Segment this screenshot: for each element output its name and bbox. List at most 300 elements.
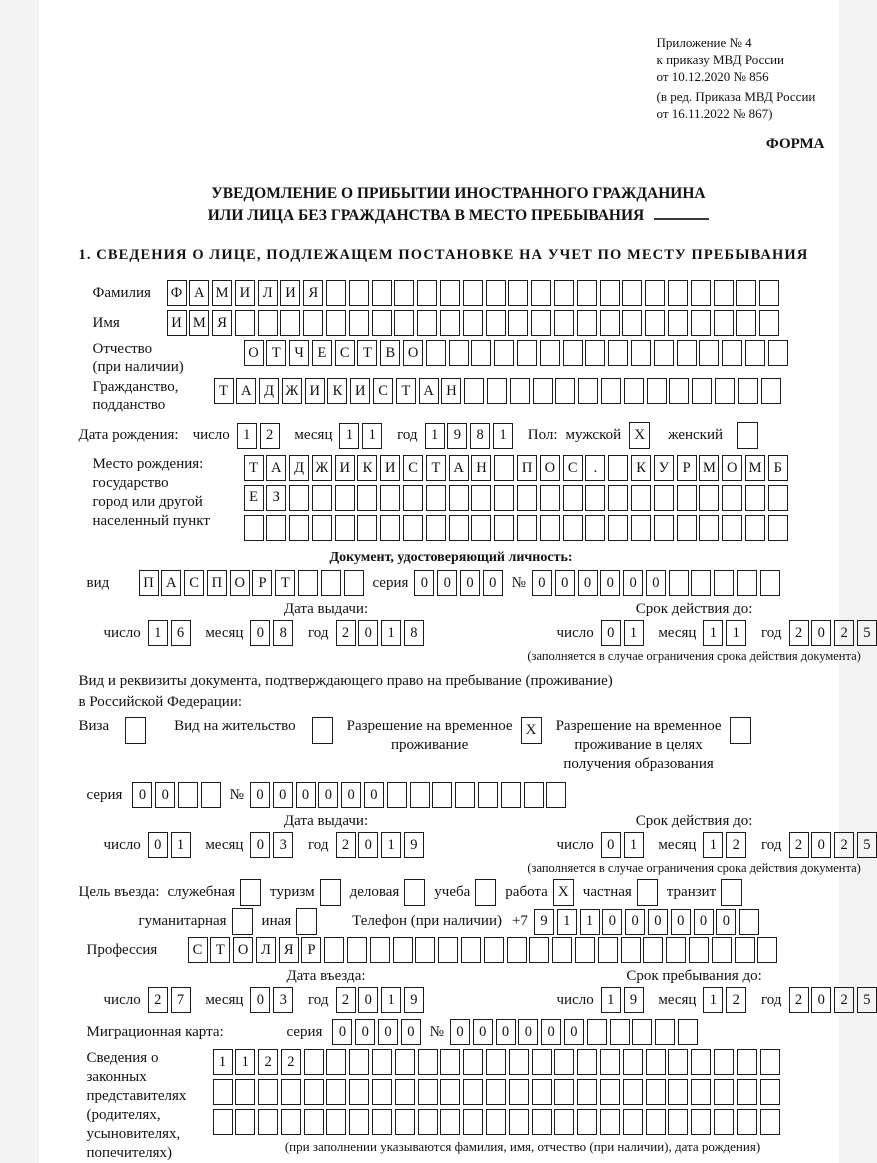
form-cell bbox=[643, 937, 663, 963]
form-cell bbox=[449, 515, 469, 541]
form-cell: 0 bbox=[318, 782, 338, 808]
option-label: иная bbox=[261, 913, 292, 930]
sex-male-checkbox: X bbox=[629, 422, 650, 449]
date-year-cells bbox=[789, 987, 877, 1013]
form-cell: 0 bbox=[541, 1019, 561, 1045]
representatives-label-line6: попечителях) bbox=[86, 1145, 173, 1162]
form-cell: 1 bbox=[726, 620, 746, 646]
doc-number-label: № bbox=[511, 574, 526, 591]
date-year-cells bbox=[789, 832, 877, 858]
form-cell: Л bbox=[256, 937, 276, 963]
form-cell bbox=[440, 1079, 460, 1105]
form-cell bbox=[646, 1049, 666, 1075]
appendix-note-line: (в ред. Приказа МВД России bbox=[656, 89, 816, 104]
form-cell bbox=[244, 515, 264, 541]
form-cell bbox=[418, 1109, 438, 1135]
form-cell bbox=[335, 485, 355, 511]
form-cell: Т bbox=[275, 570, 295, 596]
representatives-block bbox=[79, 1049, 839, 1163]
form-cell bbox=[712, 937, 732, 963]
form-cell bbox=[722, 515, 742, 541]
form-cell: С bbox=[335, 340, 355, 366]
form-cell: 0 bbox=[496, 1019, 516, 1045]
form-cell bbox=[691, 1079, 711, 1105]
form-cell bbox=[304, 1079, 324, 1105]
form-cell bbox=[668, 1109, 688, 1135]
representatives-label-line4: (родителях, bbox=[86, 1107, 161, 1124]
date-day-label: число bbox=[556, 836, 594, 853]
form-cell bbox=[624, 378, 644, 404]
entry-purpose-option-2 bbox=[350, 879, 426, 906]
form-cell bbox=[691, 1049, 711, 1075]
form-cell: 1 bbox=[493, 423, 513, 449]
form-cell bbox=[418, 1079, 438, 1105]
form-cell bbox=[540, 515, 560, 541]
form-cell: О bbox=[403, 340, 423, 366]
form-cell: П bbox=[139, 570, 159, 596]
visa-label: Виза bbox=[78, 718, 110, 735]
doc-series-cells bbox=[414, 570, 505, 596]
form-cell: Ф bbox=[167, 280, 187, 306]
form-cell bbox=[471, 515, 491, 541]
form-cell bbox=[745, 340, 765, 366]
patronymic-label bbox=[79, 340, 244, 376]
date-month-label: месяц bbox=[658, 624, 697, 641]
representatives-label-line3: представителях bbox=[86, 1088, 187, 1105]
form-cell bbox=[678, 1019, 698, 1045]
form-cell bbox=[563, 340, 583, 366]
form-cell bbox=[449, 340, 469, 366]
appendix-note-line: от 16.11.2022 № 867) bbox=[656, 106, 773, 121]
form-cell: Б bbox=[768, 455, 788, 481]
entry-purpose-option-1 bbox=[270, 879, 341, 906]
form-cell bbox=[714, 1049, 734, 1075]
doc-issue-col bbox=[79, 600, 509, 646]
form-cell bbox=[532, 1109, 552, 1135]
form-cell bbox=[531, 280, 551, 306]
form-cell bbox=[760, 1109, 780, 1135]
form-cell bbox=[349, 1049, 369, 1075]
residence-valid-note: (заполняется в случае ограничения срока действия документа) bbox=[527, 861, 861, 876]
form-cell bbox=[737, 570, 757, 596]
form-cell: С bbox=[188, 937, 208, 963]
migration-card-label: Миграционная карта: bbox=[86, 1023, 224, 1040]
date-day-cells bbox=[148, 987, 194, 1013]
doc-valid-heading: Срок действия до: bbox=[635, 601, 753, 618]
form-cell bbox=[517, 485, 537, 511]
residence-series-cells bbox=[132, 782, 223, 808]
form-cell bbox=[631, 515, 651, 541]
form-cell bbox=[321, 570, 341, 596]
form-cell bbox=[608, 515, 628, 541]
entry-purpose-option-5 bbox=[583, 879, 658, 906]
date-day-cells bbox=[237, 423, 283, 449]
form-cell: 0 bbox=[555, 570, 575, 596]
form-cell: Е bbox=[244, 485, 264, 511]
form-cell bbox=[745, 485, 765, 511]
form-cell bbox=[326, 310, 346, 336]
form-cell: Ж bbox=[312, 455, 332, 481]
representatives-row2 bbox=[213, 1079, 833, 1105]
form-cell: 8 bbox=[404, 620, 424, 646]
form-cell: 0 bbox=[460, 570, 480, 596]
form-cell bbox=[403, 515, 423, 541]
form-cell: О bbox=[540, 455, 560, 481]
patronymic-row bbox=[79, 340, 839, 376]
form-cell: 1 bbox=[148, 620, 168, 646]
stay-until-heading: Срок пребывания до: bbox=[626, 968, 762, 985]
form-cell: 2 bbox=[789, 987, 809, 1013]
form-cell: 1 bbox=[624, 832, 644, 858]
option-checkbox bbox=[320, 879, 341, 906]
entry-date-col bbox=[79, 967, 509, 1013]
form-cell bbox=[554, 310, 574, 336]
form-cell: 0 bbox=[358, 832, 378, 858]
form-cell bbox=[370, 937, 390, 963]
form-cell bbox=[532, 1079, 552, 1105]
date-month-label: месяц bbox=[205, 624, 244, 641]
birth-place-labels bbox=[79, 455, 244, 531]
form-cell bbox=[509, 1079, 529, 1105]
representatives-cells bbox=[213, 1049, 833, 1155]
doc-series-label: серия bbox=[372, 574, 409, 591]
form-cell: Д bbox=[259, 378, 279, 404]
form-title bbox=[79, 183, 839, 227]
form-cell: 0 bbox=[578, 570, 598, 596]
form-cell: 2 bbox=[789, 832, 809, 858]
form-cell bbox=[563, 515, 583, 541]
surname-label: Фамилия bbox=[92, 284, 151, 301]
form-cell bbox=[714, 1109, 734, 1135]
form-cell bbox=[760, 570, 780, 596]
temp-residence-edu-line1: Разрешение на временное bbox=[555, 718, 722, 735]
doc-issue-date bbox=[104, 620, 509, 646]
form-cell bbox=[554, 280, 574, 306]
representatives-label-line2: законных bbox=[86, 1069, 147, 1086]
form-cell bbox=[464, 378, 484, 404]
form-cell: Я bbox=[212, 310, 232, 336]
form-cell: 9 bbox=[447, 423, 467, 449]
section1-heading: 1. СВЕДЕНИЯ О ЛИЦЕ, ПОДЛЕЖАЩЕМ ПОСТАНОВКЕ НА УЧЕТ ПО МЕСТУ ПРЕБЫВАНИЯ bbox=[78, 247, 809, 263]
date-day-label: число bbox=[103, 991, 141, 1008]
form-cell: А bbox=[449, 455, 469, 481]
residence-valid-col bbox=[509, 812, 877, 877]
form-cell bbox=[178, 782, 198, 808]
form-cell: В bbox=[380, 340, 400, 366]
form-cell bbox=[623, 1079, 643, 1105]
form-cell bbox=[344, 570, 364, 596]
entry-purpose-option-6 bbox=[667, 879, 742, 906]
form-cell bbox=[555, 378, 575, 404]
form-cell bbox=[623, 1049, 643, 1075]
form-cell: 0 bbox=[250, 782, 270, 808]
form-cell: 0 bbox=[623, 570, 643, 596]
form-cell: Е bbox=[312, 340, 332, 366]
form-cell bbox=[347, 937, 367, 963]
form-cell bbox=[517, 515, 537, 541]
birth-date-label: Дата рождения: bbox=[78, 427, 179, 443]
purpose-options2 bbox=[139, 908, 327, 935]
form-cell: 5 bbox=[857, 832, 877, 858]
form-cell bbox=[380, 485, 400, 511]
form-cell bbox=[759, 280, 779, 306]
form-cell bbox=[326, 1109, 346, 1135]
form-cell bbox=[745, 515, 765, 541]
residence-valid-heading: Срок действия до: bbox=[635, 813, 753, 830]
date-year-cells bbox=[336, 832, 427, 858]
form-cell bbox=[426, 340, 446, 366]
form-cell bbox=[768, 485, 788, 511]
option-label: частная bbox=[582, 884, 632, 901]
residence-intro-line1: Вид и реквизиты документа, подтверждающего право на пребывание (проживание) bbox=[78, 673, 613, 690]
date-month-label: месяц bbox=[294, 427, 333, 443]
form-cell: 0 bbox=[250, 832, 270, 858]
stay-until-date-group bbox=[509, 987, 877, 1013]
form-cell bbox=[714, 280, 734, 306]
form-cell: П bbox=[517, 455, 537, 481]
form-cell: 2 bbox=[726, 832, 746, 858]
form-cell: 0 bbox=[532, 570, 552, 596]
form-cell bbox=[312, 515, 332, 541]
form-cell bbox=[235, 310, 255, 336]
representatives-labels bbox=[79, 1049, 213, 1163]
form-cell: 1 bbox=[580, 909, 600, 935]
form-cell: 0 bbox=[602, 909, 622, 935]
birth-place-label-line4: населенный пункт bbox=[92, 513, 210, 529]
form-cell bbox=[471, 340, 491, 366]
citizenship-label-line1: Гражданство, bbox=[92, 379, 179, 395]
form-cell bbox=[486, 1079, 506, 1105]
form-cell: 0 bbox=[648, 909, 668, 935]
citizenship-row bbox=[79, 378, 839, 414]
form-cell: 0 bbox=[401, 1019, 421, 1045]
form-cell: 5 bbox=[857, 987, 877, 1013]
date-month-cells bbox=[250, 832, 296, 858]
form-cell bbox=[372, 1049, 392, 1075]
form-cell bbox=[289, 485, 309, 511]
residence-number-cells bbox=[250, 782, 569, 808]
form-cell bbox=[438, 937, 458, 963]
form-cell bbox=[735, 937, 755, 963]
form-cell: . bbox=[585, 455, 605, 481]
form-cell: 0 bbox=[601, 620, 621, 646]
form-cell bbox=[417, 310, 437, 336]
form-cell: К bbox=[631, 455, 651, 481]
form-cell: 0 bbox=[564, 1019, 584, 1045]
form-cell: 0 bbox=[155, 782, 175, 808]
form-cell: М bbox=[212, 280, 232, 306]
form-cell bbox=[631, 485, 651, 511]
form-cell bbox=[486, 310, 506, 336]
form-cell bbox=[631, 340, 651, 366]
visa-checkbox bbox=[125, 717, 146, 744]
given-name-label: Имя bbox=[92, 314, 120, 331]
form-cell: 2 bbox=[726, 987, 746, 1013]
form-cell: М bbox=[745, 455, 765, 481]
form-cell bbox=[417, 280, 437, 306]
form-cell: 0 bbox=[671, 909, 691, 935]
residence-issue-heading: Дата выдачи: bbox=[283, 813, 369, 830]
date-month-cells bbox=[703, 832, 749, 858]
profession-cells bbox=[188, 937, 781, 963]
form-cell bbox=[440, 280, 460, 306]
form-cell: Т bbox=[210, 937, 230, 963]
form-cell: М bbox=[189, 310, 209, 336]
form-cell: Р bbox=[301, 937, 321, 963]
form-cell bbox=[714, 570, 734, 596]
migration-series-label: серия bbox=[286, 1023, 323, 1040]
form-cell bbox=[722, 340, 742, 366]
form-cell: 1 bbox=[601, 987, 621, 1013]
form-cell bbox=[494, 515, 514, 541]
date-day-cells bbox=[601, 987, 647, 1013]
identity-doc-heading: Документ, удостоверяющий личность: bbox=[329, 550, 573, 566]
form-cell: 7 bbox=[171, 987, 191, 1013]
form-cell: И bbox=[235, 280, 255, 306]
form-cell bbox=[509, 1049, 529, 1075]
form-cell: Н bbox=[471, 455, 491, 481]
form-title-line2-wrap bbox=[79, 205, 839, 227]
form-cell: С bbox=[563, 455, 583, 481]
form-title-line1: УВЕДОМЛЕНИЕ О ПРИБЫТИИ ИНОСТРАННОГО ГРАЖДАНИНА bbox=[211, 185, 706, 202]
form-cell: 0 bbox=[273, 782, 293, 808]
form-cell bbox=[463, 1109, 483, 1135]
form-cell bbox=[610, 1019, 630, 1045]
identity-doc-row bbox=[79, 570, 839, 596]
form-cell bbox=[632, 1019, 652, 1045]
form-cell: К bbox=[357, 455, 377, 481]
form-cell: А bbox=[161, 570, 181, 596]
date-month-label: месяц bbox=[205, 991, 244, 1008]
doc-number-cells bbox=[532, 570, 783, 596]
form-cell: З bbox=[266, 485, 286, 511]
form-cell: И bbox=[167, 310, 187, 336]
doc-issue-heading: Дата выдачи: bbox=[283, 601, 369, 618]
option-label: деловая bbox=[349, 884, 400, 901]
form-cell bbox=[757, 937, 777, 963]
citizenship-label bbox=[79, 378, 214, 414]
form-cell bbox=[668, 1049, 688, 1075]
date-day-cells bbox=[601, 832, 647, 858]
form-cell bbox=[600, 280, 620, 306]
form-cell: А bbox=[266, 455, 286, 481]
representatives-row3 bbox=[213, 1109, 833, 1135]
option-checkbox bbox=[721, 879, 742, 906]
form-cell: О bbox=[230, 570, 250, 596]
profession-row bbox=[79, 937, 839, 963]
migration-number-cells bbox=[450, 1019, 701, 1045]
form-cell bbox=[372, 1079, 392, 1105]
form-cell: 0 bbox=[148, 832, 168, 858]
representatives-note: (при заполнении указываются фамилия, имя, отчество (при наличии), дата рождения) bbox=[284, 1138, 761, 1154]
patronymic-label-line1: Отчество bbox=[92, 341, 153, 357]
form-cell: С bbox=[403, 455, 423, 481]
birth-place-label-line2: государство bbox=[92, 475, 169, 491]
option-label: транзит bbox=[666, 884, 717, 901]
form-cell bbox=[760, 1049, 780, 1075]
form-cell: 1 bbox=[381, 832, 401, 858]
form-cell bbox=[669, 570, 689, 596]
temp-residence-label bbox=[347, 717, 513, 755]
form-cell bbox=[357, 515, 377, 541]
form-cell bbox=[737, 1049, 757, 1075]
sex-label: Пол: bbox=[527, 427, 558, 443]
date-year-label: год bbox=[308, 624, 329, 641]
form-cell: Я bbox=[303, 280, 323, 306]
form-cell bbox=[281, 1079, 301, 1105]
entry-date-heading: Дата въезда: bbox=[286, 968, 366, 985]
entry-purpose-option-1 bbox=[262, 908, 318, 935]
form-cell bbox=[552, 937, 572, 963]
form-cell bbox=[463, 1049, 483, 1075]
migration-card-row bbox=[79, 1019, 839, 1045]
form-cell: 1 bbox=[703, 620, 723, 646]
form-cell bbox=[554, 1079, 574, 1105]
form-cell: 2 bbox=[148, 987, 168, 1013]
stay-until-col bbox=[509, 967, 877, 1013]
option-checkbox bbox=[404, 879, 425, 906]
form-cell bbox=[714, 1079, 734, 1105]
form-cell bbox=[608, 485, 628, 511]
appendix-line: к приказу МВД России bbox=[656, 52, 785, 67]
form-cell: 2 bbox=[834, 987, 854, 1013]
form-cell bbox=[426, 485, 446, 511]
form-cell bbox=[622, 280, 642, 306]
form-cell bbox=[349, 310, 369, 336]
temp-residence-edu-line3: получения образования bbox=[563, 756, 714, 773]
forma-label: ФОРМА bbox=[765, 136, 825, 152]
form-cell bbox=[578, 378, 598, 404]
option-checkbox bbox=[296, 908, 317, 935]
form-cell bbox=[645, 280, 665, 306]
form-cell bbox=[494, 340, 514, 366]
date-day-label: число bbox=[556, 624, 594, 641]
form-cell bbox=[509, 1109, 529, 1135]
form-cell: Т bbox=[396, 378, 416, 404]
form-cell: Я bbox=[279, 937, 299, 963]
entry-purpose-option-4 bbox=[505, 879, 574, 906]
form-cell bbox=[739, 909, 759, 935]
residence-permit-label: Вид на жительство bbox=[174, 718, 296, 735]
form-cell bbox=[722, 485, 742, 511]
date-month-cells bbox=[250, 987, 296, 1013]
form-cell: О bbox=[233, 937, 253, 963]
date-year-label: год bbox=[761, 991, 782, 1008]
patronymic-cells bbox=[244, 340, 791, 366]
form-cell: Л bbox=[258, 280, 278, 306]
representatives-label-line1: Сведения о bbox=[86, 1050, 159, 1067]
purpose-label: Цель въезда: bbox=[78, 884, 160, 901]
form-cell: 0 bbox=[358, 987, 378, 1013]
form-cell: И bbox=[350, 378, 370, 404]
form-cell bbox=[494, 485, 514, 511]
form-cell bbox=[529, 937, 549, 963]
doc-kind-cells bbox=[139, 570, 367, 596]
form-cell: М bbox=[699, 455, 719, 481]
form-cell: 1 bbox=[171, 832, 191, 858]
birth-date-row bbox=[79, 422, 839, 449]
form-cell: К bbox=[327, 378, 347, 404]
form-page bbox=[39, 0, 871, 1163]
phone-cells bbox=[534, 909, 762, 935]
form-cell bbox=[280, 310, 300, 336]
doc-valid-col bbox=[509, 600, 877, 665]
representatives-row1 bbox=[213, 1049, 833, 1075]
form-cell bbox=[349, 280, 369, 306]
form-cell: А bbox=[189, 280, 209, 306]
form-cell bbox=[531, 310, 551, 336]
birth-place-row1 bbox=[244, 455, 791, 481]
